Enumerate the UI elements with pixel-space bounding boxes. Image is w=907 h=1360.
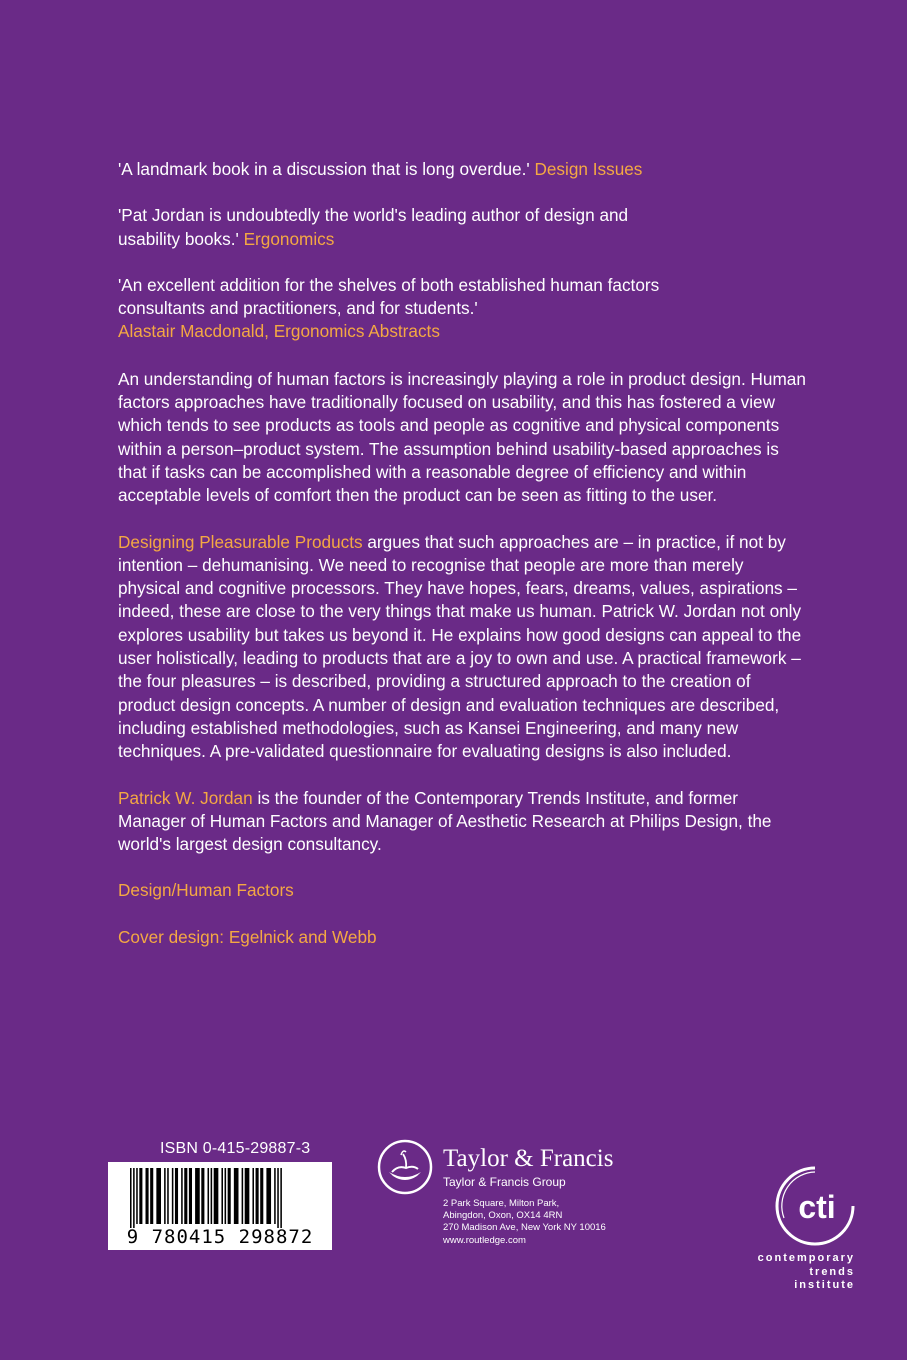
barcode-bar bbox=[150, 1168, 153, 1224]
barcode-bar bbox=[164, 1168, 166, 1224]
barcode-bar bbox=[277, 1168, 279, 1228]
quote-2-source: Ergonomics bbox=[243, 228, 335, 249]
address-line: 270 Madison Ave, New York NY 10016 bbox=[443, 1222, 606, 1234]
barcode-bar bbox=[266, 1168, 271, 1224]
argument-text: argues that such approaches are – in practice, if not by intention – dehumanising. We need to recognise that people are more than merely physical and cognitive processors. They have hopes, fears, dreams, values, aspirations – indeed, these are close to the very things that make us human. Patrick W. Jordan not only explores usability but takes us beyond it. He explains how good designs can appeal to the user holistically, leading to products that are a joy to own and use. A practical framework – the four pleasures – is described, providing a structured approach to the creation of product design concepts. A number of design and evaluation techniques are described, including established methodologies, such as Kansei Engineering, and many new techniques. A pre-validated questionnaire for evaluating designs is also included. bbox=[118, 531, 802, 762]
barcode-bar bbox=[280, 1168, 282, 1228]
author-paragraph bbox=[118, 787, 808, 857]
isbn-label: ISBN 0-415-29887-3 bbox=[160, 1140, 311, 1157]
barcode-bar bbox=[167, 1168, 169, 1224]
barcode-bar bbox=[221, 1168, 223, 1224]
quote-3-text: 'An excellent addition for the shelves of both established human factors consultants and practitioners, and for students.' bbox=[118, 274, 660, 319]
author-name: Patrick W. Jordan bbox=[118, 787, 253, 808]
barcode-bar bbox=[211, 1168, 213, 1224]
barcode-bar bbox=[133, 1168, 135, 1228]
barcode-digits: 9 780415 298872 bbox=[126, 1226, 314, 1248]
publisher-name: Taylor & Francis bbox=[443, 1145, 614, 1172]
book-title: Designing Pleasurable Products bbox=[118, 531, 363, 552]
publisher-group: Taylor & Francis Group bbox=[443, 1175, 566, 1189]
cti-logo-text: cti bbox=[798, 1189, 836, 1225]
publisher-website: www.routledge.com bbox=[443, 1234, 526, 1246]
barcode-bar bbox=[208, 1168, 210, 1224]
subject-category: Design/Human Factors bbox=[118, 880, 294, 901]
cover-text bbox=[118, 158, 808, 972]
quote-3 bbox=[118, 274, 728, 344]
barcode-bar bbox=[136, 1168, 138, 1224]
barcode-bar bbox=[146, 1168, 149, 1224]
barcode-bar bbox=[184, 1168, 187, 1224]
barcode-bar bbox=[201, 1168, 204, 1224]
barcode-bar bbox=[189, 1168, 192, 1224]
barcode-bar bbox=[156, 1168, 161, 1224]
barcode-bar bbox=[274, 1168, 276, 1224]
barcode-bar bbox=[195, 1168, 200, 1224]
barcode-bar bbox=[130, 1168, 132, 1228]
cover-credit: Cover design: Egelnick and Webb bbox=[118, 926, 377, 947]
publisher-address bbox=[443, 1198, 606, 1247]
cti-line-3: institute bbox=[794, 1279, 855, 1291]
barcode-bar bbox=[252, 1168, 254, 1224]
barcode-bar bbox=[175, 1168, 178, 1224]
cti-circle-logo-icon bbox=[770, 1162, 860, 1252]
barcode-bar bbox=[181, 1168, 183, 1224]
barcode-bar bbox=[242, 1168, 244, 1224]
quote-2-text: 'Pat Jordan is undoubtedly the world's leading author of design and usability books.' bbox=[118, 205, 629, 249]
barcode-bar bbox=[225, 1168, 227, 1224]
cti-name bbox=[718, 1252, 855, 1293]
quote-3-source: Alastair Macdonald, Ergonomics Abstracts bbox=[118, 321, 440, 342]
quote-2 bbox=[118, 204, 658, 251]
quote-1 bbox=[118, 158, 808, 181]
barcode-bar bbox=[234, 1168, 239, 1224]
cti-line-2: trends bbox=[809, 1265, 855, 1278]
author-bio: is the founder of the Contemporary Trends Institute, and former Manager of Human Factors and Manager of Aesthetic Research at Philips Design, the world's largest design consultancy. bbox=[118, 787, 772, 855]
barcode-bar bbox=[245, 1168, 250, 1224]
cti-block bbox=[718, 1162, 858, 1302]
intro-paragraph: An understanding of human factors is increasingly playing a role in product design. Human factors approaches have traditionally focused on usability, and this has fostered a view which tends to see products as tools and people as cognitive and physical components within a person–product system. The assumption behind usability-based approaches is that if tasks can be accomplished with a reasonable degree of efficiency and within acceptable levels of comfort then the product can be seen as fitting to the user. bbox=[118, 368, 806, 506]
barcode bbox=[108, 1162, 332, 1250]
barcode-bar bbox=[139, 1168, 142, 1224]
taylor-francis-lamp-icon bbox=[376, 1138, 434, 1196]
barcode-icon bbox=[108, 1162, 332, 1228]
address-line: 2 Park Square, Milton Park, bbox=[443, 1198, 560, 1209]
publisher-block bbox=[376, 1138, 676, 1258]
argument-paragraph bbox=[118, 531, 808, 764]
address-line: Abingdon, Oxon, OX14 4RN bbox=[443, 1210, 563, 1222]
cti-line-1: contemporary bbox=[757, 1252, 855, 1264]
barcode-bar bbox=[228, 1168, 231, 1224]
quote-1-text: 'A landmark book in a discussion that is long overdue.' bbox=[118, 159, 530, 179]
barcode-bar bbox=[260, 1168, 263, 1224]
barcode-bar bbox=[256, 1168, 259, 1224]
barcode-bar bbox=[214, 1168, 219, 1224]
barcode-bar bbox=[172, 1168, 174, 1224]
quote-1-source: Design Issues bbox=[534, 159, 643, 179]
